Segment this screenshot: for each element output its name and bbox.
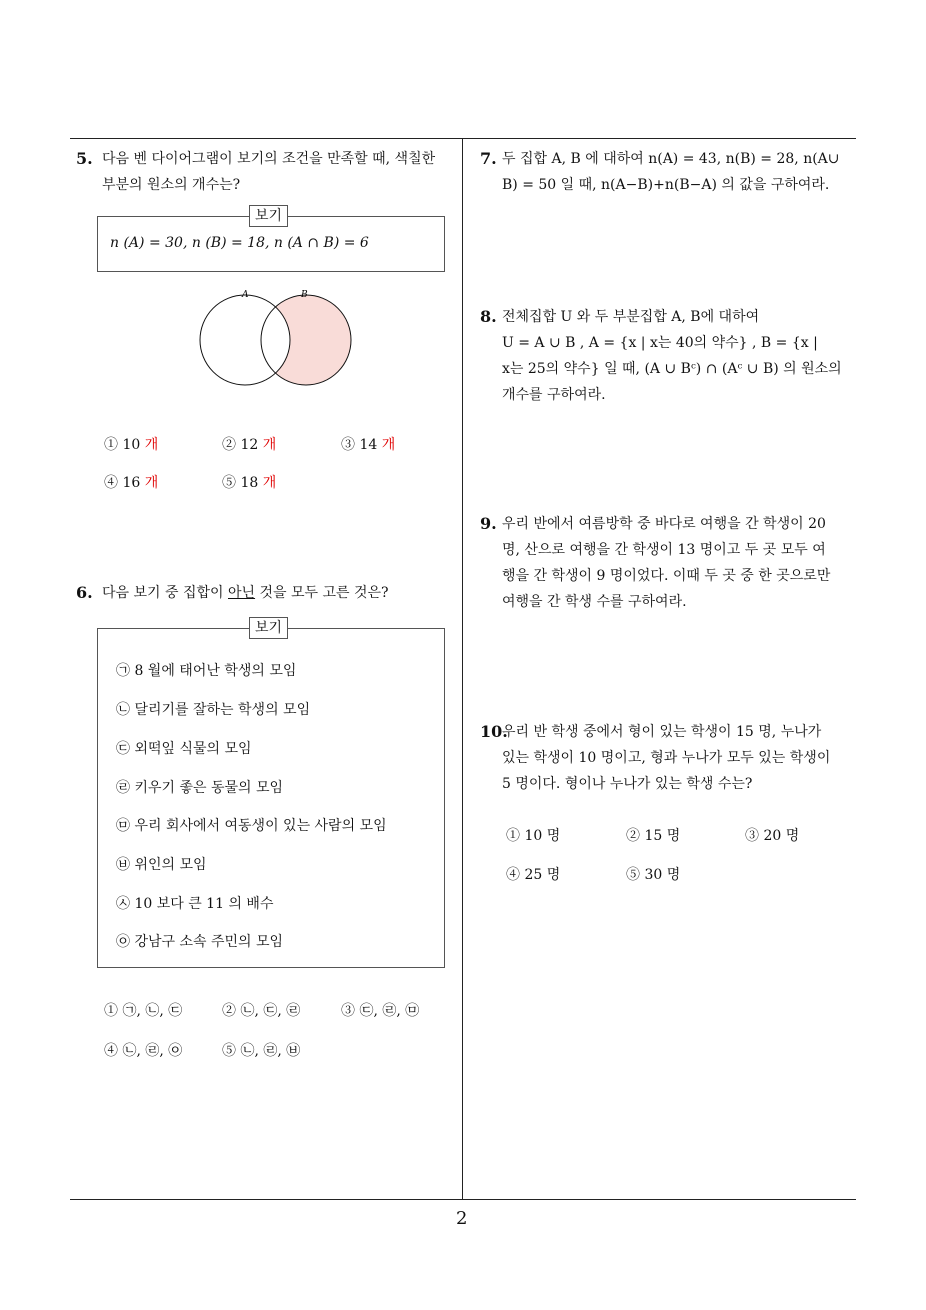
choice-5[interactable] <box>222 472 276 492</box>
question-text-line: 있는 학생이 10 명이고, 형과 누나가 모두 있는 학생이 <box>502 750 831 766</box>
choice-mark: ② <box>222 437 236 453</box>
bogi-item: ㉣ 키우기 좋은 동물의 모임 <box>116 780 284 796</box>
question-text-line: 우리 반 학생 중에서 형이 있는 학생이 15 명, 누나가 <box>502 724 822 740</box>
choice-1[interactable]: ① 10 명 <box>506 828 561 844</box>
question-text-line: x는 25의 약수} 일 때, (A ∪ Bᶜ) ∩ (Aᶜ ∪ B) 의 원소의 <box>502 361 842 377</box>
venn-label-b: B <box>301 290 308 300</box>
underlined-word: 아닌 <box>228 585 256 601</box>
page-number: 2 <box>456 1208 468 1229</box>
choice-unit: 개 <box>144 475 159 491</box>
question-text-line: 다음 벤 다이어그램이 보기의 조건을 만족할 때, 색칠한 <box>102 151 436 167</box>
choice-2[interactable]: ② 15 명 <box>626 828 681 844</box>
question-text: 것을 모두 고른 것은? <box>255 585 389 601</box>
venn-label-a: A <box>242 290 249 300</box>
choice-value: 16 <box>122 475 141 491</box>
choice-5[interactable]: ⑤ 30 명 <box>626 867 681 883</box>
question-text-line: 행을 간 학생이 9 명이었다. 이때 두 곳 중 한 곳으로만 <box>502 568 831 584</box>
question-text-line: 전체집합 U 와 두 부분집합 A, B에 대하여 <box>502 309 760 325</box>
choice-unit: 개 <box>262 475 277 491</box>
choice-mark: ④ <box>104 475 118 491</box>
question-text-line: 우리 반에서 여름방학 중 바다로 여행을 간 학생이 20 <box>502 516 826 532</box>
bogi-item: ㉡ 달리기를 잘하는 학생의 모임 <box>116 702 311 718</box>
choice-unit: 개 <box>381 437 396 453</box>
question-number: 6. <box>76 583 93 602</box>
question-text-line: 명, 산으로 여행을 간 학생이 13 명이고 두 곳 모두 여 <box>502 542 826 558</box>
top-rule <box>70 138 856 139</box>
question-text-line: 두 집합 A, B 에 대하여 n(A) = 43, n(B) = 28, n(A∪ <box>502 151 840 167</box>
venn-diagram <box>190 285 370 395</box>
choice-5[interactable]: ⑤ ㉡, ㉣, ㉥ <box>222 1043 301 1059</box>
bogi-item: ㉦ 10 보다 큰 11 의 배수 <box>116 896 274 912</box>
question-text-line: 5 명이다. 형이나 누나가 있는 학생 수는? <box>502 776 753 792</box>
choice-unit: 개 <box>262 437 277 453</box>
bogi-title: 보기 <box>249 205 288 227</box>
choice-1[interactable]: ① ㉠, ㉡, ㉢ <box>104 1003 183 1019</box>
choice-value: 14 <box>359 437 378 453</box>
question-number: 5. <box>76 149 93 168</box>
question-text-line: 여행을 간 학생 수를 구하여라. <box>502 594 687 610</box>
choice-mark: ① <box>104 437 118 453</box>
choice-value: 10 <box>122 437 141 453</box>
question-text-line: U = A ∪ B , A = {x | x는 40의 약수} , B = {x | <box>502 335 818 351</box>
choice-3[interactable]: ③ ㉢, ㉣, ㉤ <box>341 1003 420 1019</box>
question-number: 9. <box>480 514 497 533</box>
choice-mark: ③ <box>341 437 355 453</box>
question-text-line <box>102 580 389 606</box>
bogi-item: ㉧ 강남구 소속 주민의 모임 <box>116 934 284 950</box>
choice-2[interactable] <box>222 434 276 454</box>
choice-3[interactable]: ③ 20 명 <box>745 828 800 844</box>
choice-1[interactable] <box>104 434 158 454</box>
bogi-title: 보기 <box>249 617 288 639</box>
choice-value: 12 <box>240 437 259 453</box>
bogi-item: ㉠ 8 월에 태어난 학생의 모임 <box>116 663 297 679</box>
question-text: 다음 보기 중 집합이 <box>102 585 228 601</box>
choice-unit: 개 <box>144 437 159 453</box>
choice-mark: ⑤ <box>222 475 236 491</box>
question-text-line: B) = 50 일 때, n(A−B)+n(B−A) 의 값을 구하여라. <box>502 177 830 193</box>
question-number: 10. <box>480 722 508 741</box>
question-text-line: 부분의 원소의 개수는? <box>102 177 241 193</box>
choice-3[interactable] <box>341 434 395 454</box>
question-number: 7. <box>480 149 497 168</box>
bogi-item: ㉤ 우리 회사에서 여동생이 있는 사람의 모임 <box>116 818 387 834</box>
choice-4[interactable] <box>104 472 158 492</box>
choice-2[interactable]: ② ㉡, ㉢, ㉣ <box>222 1003 301 1019</box>
choice-4[interactable]: ④ ㉡, ㉣, ㉧ <box>104 1043 183 1059</box>
bogi-box <box>97 208 445 272</box>
column-divider <box>462 138 463 1200</box>
bogi-condition: n (A) = 30, n (B) = 18, n (A ∩ B) = 6 <box>110 235 369 251</box>
question-number: 8. <box>480 307 497 326</box>
choice-value: 18 <box>240 475 259 491</box>
bottom-rule <box>70 1199 856 1200</box>
choice-4[interactable]: ④ 25 명 <box>506 867 561 883</box>
bogi-item: ㉢ 외떡잎 식물의 모임 <box>116 741 252 757</box>
bogi-box <box>97 620 445 968</box>
question-text-line: 개수를 구하여라. <box>502 387 606 403</box>
bogi-item: ㉥ 위인의 모임 <box>116 857 207 873</box>
